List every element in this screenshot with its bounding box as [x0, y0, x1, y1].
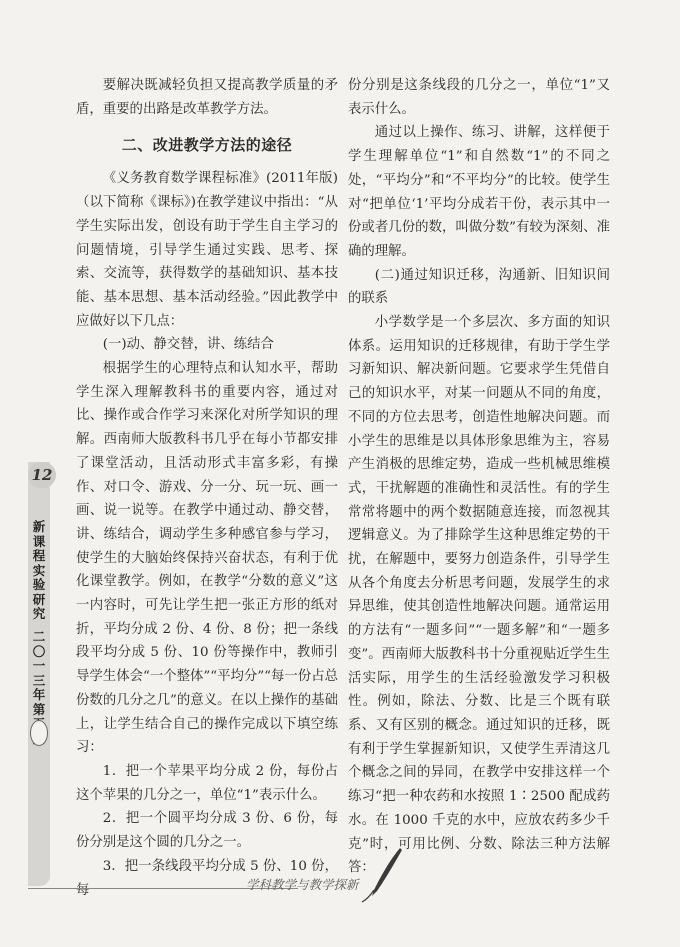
paragraph: 1．把一个苹果平均分成 2 份，每份占这个苹果的几分之一，单位“1”表示什么。 [76, 763, 338, 803]
footer-section-title: 学科教学与教学探新 [246, 877, 359, 892]
paragraph: (一)动、静交替，讲、练结合 [102, 337, 274, 353]
right-text-column [348, 74, 610, 880]
page-number: 12 [28, 462, 56, 488]
margin-oval-ornament [30, 720, 48, 746]
issue-label-vertical: 二〇一三年 第 [32, 629, 46, 717]
section-heading: 二、改进教学方法的途径 [121, 136, 293, 155]
paragraph: 要解决既减轻负担又提高教学质量的矛盾，重要的出路是改革教学方法。 [76, 78, 338, 117]
paragraph: 2．把一个圆平均分成 3 份、6 份，每份分别是这个圆的几分之一。 [76, 811, 338, 851]
paragraph: (二)通过知识迁移，沟通新、旧知识间的联系 [348, 267, 610, 307]
paragraph: 根据学生的心理特点和认知水平，帮助学生深入理解教科书的重要内容，通过对比、操作或合作学习来深化对所学知识的理解。西南师大版教科书几乎在每小节都安排了课堂活动，且活动形式丰富多彩，有操作、对口令、游戏、分一分、玩一玩、画一画、说一说等。在教学中通过动、静交替，讲、练结合，调动学生多种感官参与学习，使学生的大脑始终保持兴奋状态，有利于优化课堂教学。例如，在教学“分数的意义”这一内容时，可先让学生把一张正方形的纸对折，平均分成 2 份、4 份、8 份；把一条线段平均分成 5 份、10 份等操作中，教师引导学生体会“一个整体”“平均分”“每一份占总份数的几分之几”的意义。在以上操作的基础上，让学生结合自己的操作完成以下填空练习： [76, 361, 338, 756]
paragraph: 《义务教育数学课程标准》(2011年版)（以下简称《课标》)在教学建议中指出：“从学生实际出发，创设有助于学生自主学习的问题情境，引导学生通过实践、思考、探索、交流等，获得数学的基础知识、基本技能、基本思想、基本活动经验。”因此教学中应做好以下几点： [76, 171, 338, 329]
journal-name-vertical: 新课程实验研究 [32, 519, 46, 621]
paragraph: 份分别是这条线段的几分之一，单位“1”又表示什么。 [348, 78, 610, 117]
paragraph: 3．把一条线段平均分成 5 份、10 份，每 [76, 858, 338, 898]
quill-pen-icon [360, 846, 408, 904]
left-text-column [76, 74, 338, 902]
paragraph: 小学数学是一个多层次、多方面的知识体系。运用知识的迁移规律，有助于学生学习新知识、解决新问题。它要求学生凭借自己的知识水平，对某一问题从不同的角度，不同的方位去思考，创造性地解决问题。而小学生的思维是以具体形象思维为主，容易产生消极的思维定势，造成一些机械思维模式，干扰解题的准确性和灵活性。有的学生常常将题中的两个数据随意连接，而忽视其逻辑意义。为了排除学生这种思维定势的干扰，在解题中，要努力创造条件，引导学生从各个角度去分析思考问题，发展学生的求异思维，使其创造性地解决问题。通常运用的方法有“一题多问”“一题多解”和“一题多变”。西南师大版教科书十分重视贴近学生生活实际，用学生的生活经验激发学习积极性。例如，除法、分数、比是三个既有联系、又有区别的概念。通过知识的迁移，既有利于学生掌握新知识，又使学生弄清这几个概念之间的异同，在教学中安排这样一个练习“把一种农药和水按照 1∶2500 配成药水。在 1000 千克的水中，应放农药多少千克”时，可用比例、分数、除法三种方法解答： [348, 315, 610, 876]
paragraph: 通过以上操作、练习、讲解，这样便于学生理解单位“1”和自然数“1”的不同之处，“平均分”和“不平均分”的比较。使学生对“把单位‘1’平均分成若干份，表示其中一份或者几份的数，叫做分数”有较为深刻、准确的理解。 [348, 125, 610, 259]
